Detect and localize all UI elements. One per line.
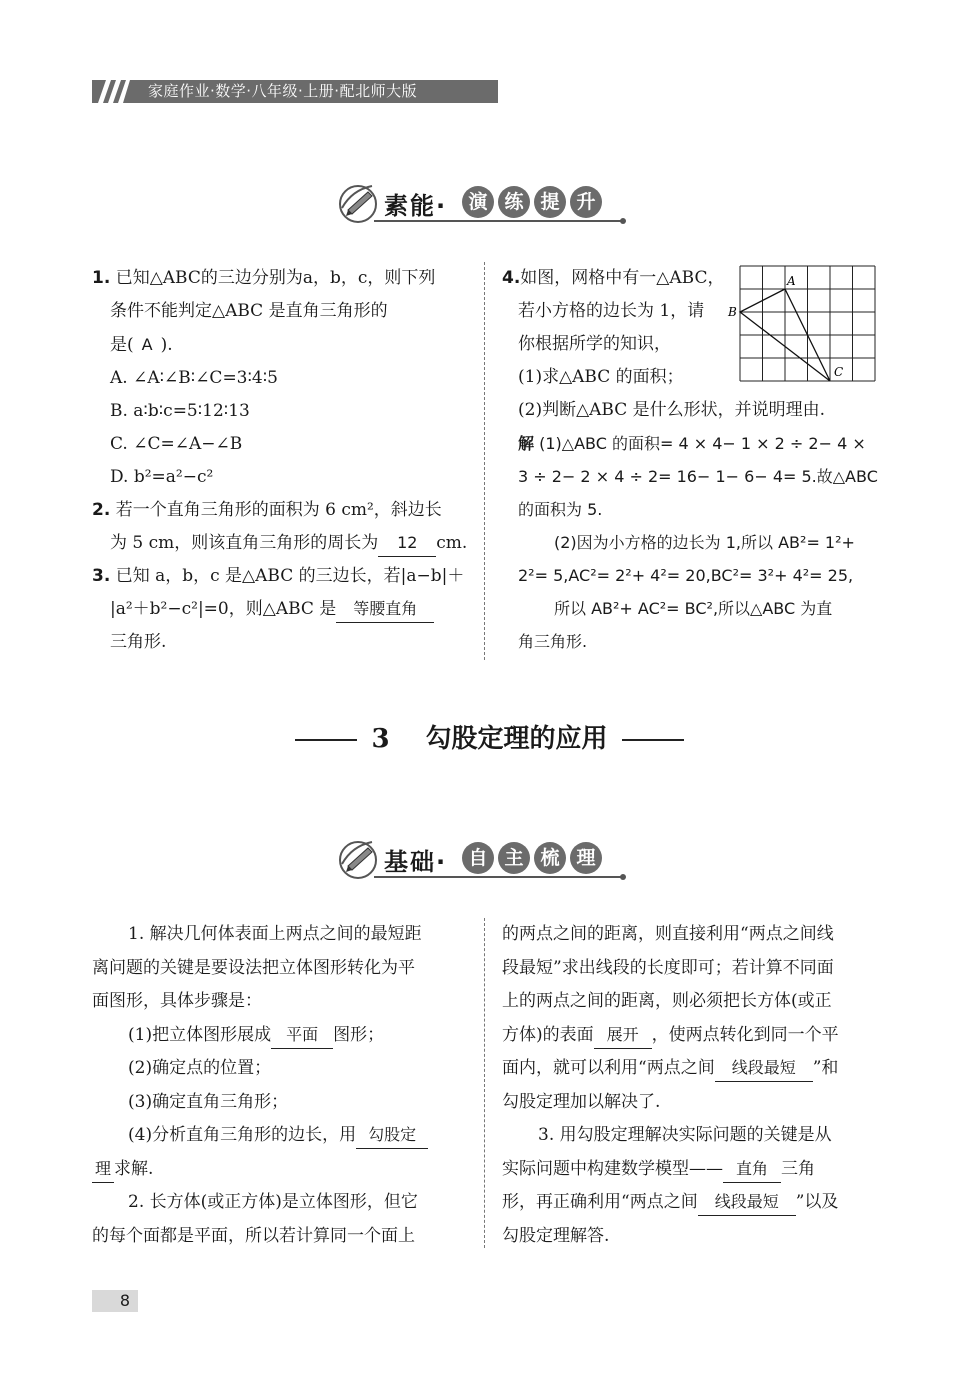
banner-dot [620,874,626,880]
column-divider [484,262,485,660]
header-stripes-icon [94,80,130,103]
q1-option-c: C. ∠C=∠A−∠B [110,434,243,454]
questions-left [92,262,476,659]
page-header [92,80,498,103]
section-banner-practice [338,180,628,228]
r-line1: 的两点之间的距离，则直接利用“两点之间线 [502,924,834,944]
q4-solution-2: 3 ÷ 2− 2 × 4 ÷ 2= 16− 1− 6− 4= 5.故△ABC [518,467,878,486]
banner-circles [462,186,602,218]
q4-solution-1: 解 (1)△ABC 的面积= 4 × 4− 1 × 2 ÷ 2− 4 × [518,434,866,453]
chapter-number: 3 [371,724,390,754]
q3-answer: 等腰直角 [336,596,434,623]
p3-answer-right: 直角 [723,1156,781,1183]
banner-char: 梳 [534,842,566,874]
q3-line3: 三角形. [110,632,167,652]
p3-line2: 实际问题中构建数学模型—— 直角 三角 [502,1153,886,1187]
step-4-answer-b: 理 [92,1156,114,1183]
step-3: (3)确定直角三角形； [128,1091,289,1112]
banner-main-text: 素能· [384,192,448,220]
q1-option-b: B. a∶b∶c=5∶12∶13 [110,401,250,421]
q4-line2: 若小方格的边长为 1，请 [518,301,705,321]
r-line4: 方体)的表面 展开 ，使两点转化到同一个平 [502,1019,886,1053]
p1-line3: 面图形，具体步骤是： [92,991,262,1011]
section-banner-basics [338,836,628,884]
q1-line1: 1. 已知△ABC的三边分别为a，b，c，则下列 [92,268,436,288]
q4-solution-5: 2²= 5,AC²= 2²+ 4²= 20,BC²= 3²+ 4²= 25, [518,566,854,585]
banner-main-text: 基础· [384,848,448,876]
p3-answer-shortest: 线段最短 [698,1189,796,1216]
q1-line2: 条件不能判定△ABC 是直角三角形的 [110,301,388,321]
q3-line2: |a²＋b²−c²|=0，则△ABC 是 等腰直角 [92,593,476,626]
step-4-cont: 理 求解. [92,1153,476,1187]
p3-line1: 3. 用勾股定理解决实际问题的关键是从 [538,1125,832,1145]
r-answer-shortest: 线段最短 [715,1055,813,1082]
q4-solution-3: 的面积为 5. [518,500,603,519]
step-2: (2)确定点的位置； [128,1058,272,1078]
p2-line1: 2. 长方体(或正方体)是立体图形，但它 [128,1192,418,1212]
banner-dot [620,218,626,224]
r-line6: 勾股定理加以解决了. [502,1091,661,1112]
q4-solution-7: 角三角形. [518,632,588,651]
banner-char: 提 [534,186,566,218]
header-title: 家庭作业·数学·八年级·上册·配北师大版 [148,82,418,100]
basics-right [502,918,886,1253]
p3-line4: 勾股定理解答. [502,1225,610,1246]
banner-char: 主 [498,842,530,874]
p1-line1: 1. 解决几何体表面上两点之间的最短距 [128,924,422,944]
page-number: 8 [92,1290,138,1312]
pencil-badge-icon [338,180,382,224]
chapter-title [0,718,979,755]
chapter-name: 勾股定理的应用 [425,724,608,754]
q1-answer: A [141,335,153,354]
title-dash-left [295,739,357,741]
step-4-answer-a: 勾股定 [356,1122,428,1149]
column-divider [484,918,485,1248]
q4-line4: (1)求△ABC 的面积； [518,367,684,387]
q4-line1: 4.如图，网格中有一△ABC， [502,268,725,288]
q1-option-a: A. ∠A∶∠B∶∠C=3∶4∶5 [110,368,278,388]
q4-line5: (2)判断△ABC 是什么形状，并说明理由. [518,400,826,420]
q2-line1: 2. 若一个直角三角形的面积为 6 cm²，斜边长 [92,500,442,520]
r-line5: 面内，就可以利用“两点之间 线段最短 ”和 [502,1052,886,1086]
banner-char: 自 [462,842,494,874]
label-c: C [834,365,844,379]
banner-char: 演 [462,186,494,218]
p3-line3: 形，再正确利用“两点之间 线段最短 ”以及 [502,1186,886,1220]
title-dash-right [622,739,684,741]
p1-line2: 离问题的关键是要设法把立体图形转化为平 [92,957,415,978]
q4-solution-4: (2)因为小方格的边长为 1,所以 AB²= 1²+ [554,533,855,552]
banner-char: 理 [570,842,602,874]
step-4: (4)分析直角三角形的边长，用 勾股定 [92,1119,476,1153]
r-line2: 段最短”求出线段的长度即可；若计算不同面 [502,957,834,978]
step-1: (1)把立体图形展成 平面 图形； [92,1019,476,1053]
q4-solution-6: 所以 AB²+ AC²= BC²,所以△ABC 为直 [554,599,833,618]
label-b: B [728,305,737,319]
r-line3: 上的两点之间的距离，则必须把长方体(或正 [502,991,832,1011]
q2-answer: 12 [378,530,436,557]
basics-left [92,918,476,1253]
banner-char: 练 [498,186,530,218]
p2-line2: 的每个面都是平面，所以若计算同一个面上 [92,1225,415,1246]
q1-line3: 是( A ). [110,335,173,355]
q4-line3: 你根据所学的知识， [518,334,671,354]
step-1-answer: 平面 [271,1022,333,1049]
banner-underline [374,876,622,878]
banner-char: 升 [570,186,602,218]
r-answer-unfold: 展开 [594,1022,652,1049]
q1-option-d: D. b²=a²−c² [110,467,214,487]
label-a: A [787,274,796,288]
pencil-badge-icon [338,836,382,880]
q2-line2: 为 5 cm，则该直角三角形的周长为 12 cm. [92,527,476,560]
banner-underline [374,220,622,222]
banner-circles [462,842,602,874]
triangle-grid-figure [728,266,876,382]
q3-line1: 3. 已知 a，b，c 是△ABC 的三边长，若|a−b|＋ [92,566,465,586]
